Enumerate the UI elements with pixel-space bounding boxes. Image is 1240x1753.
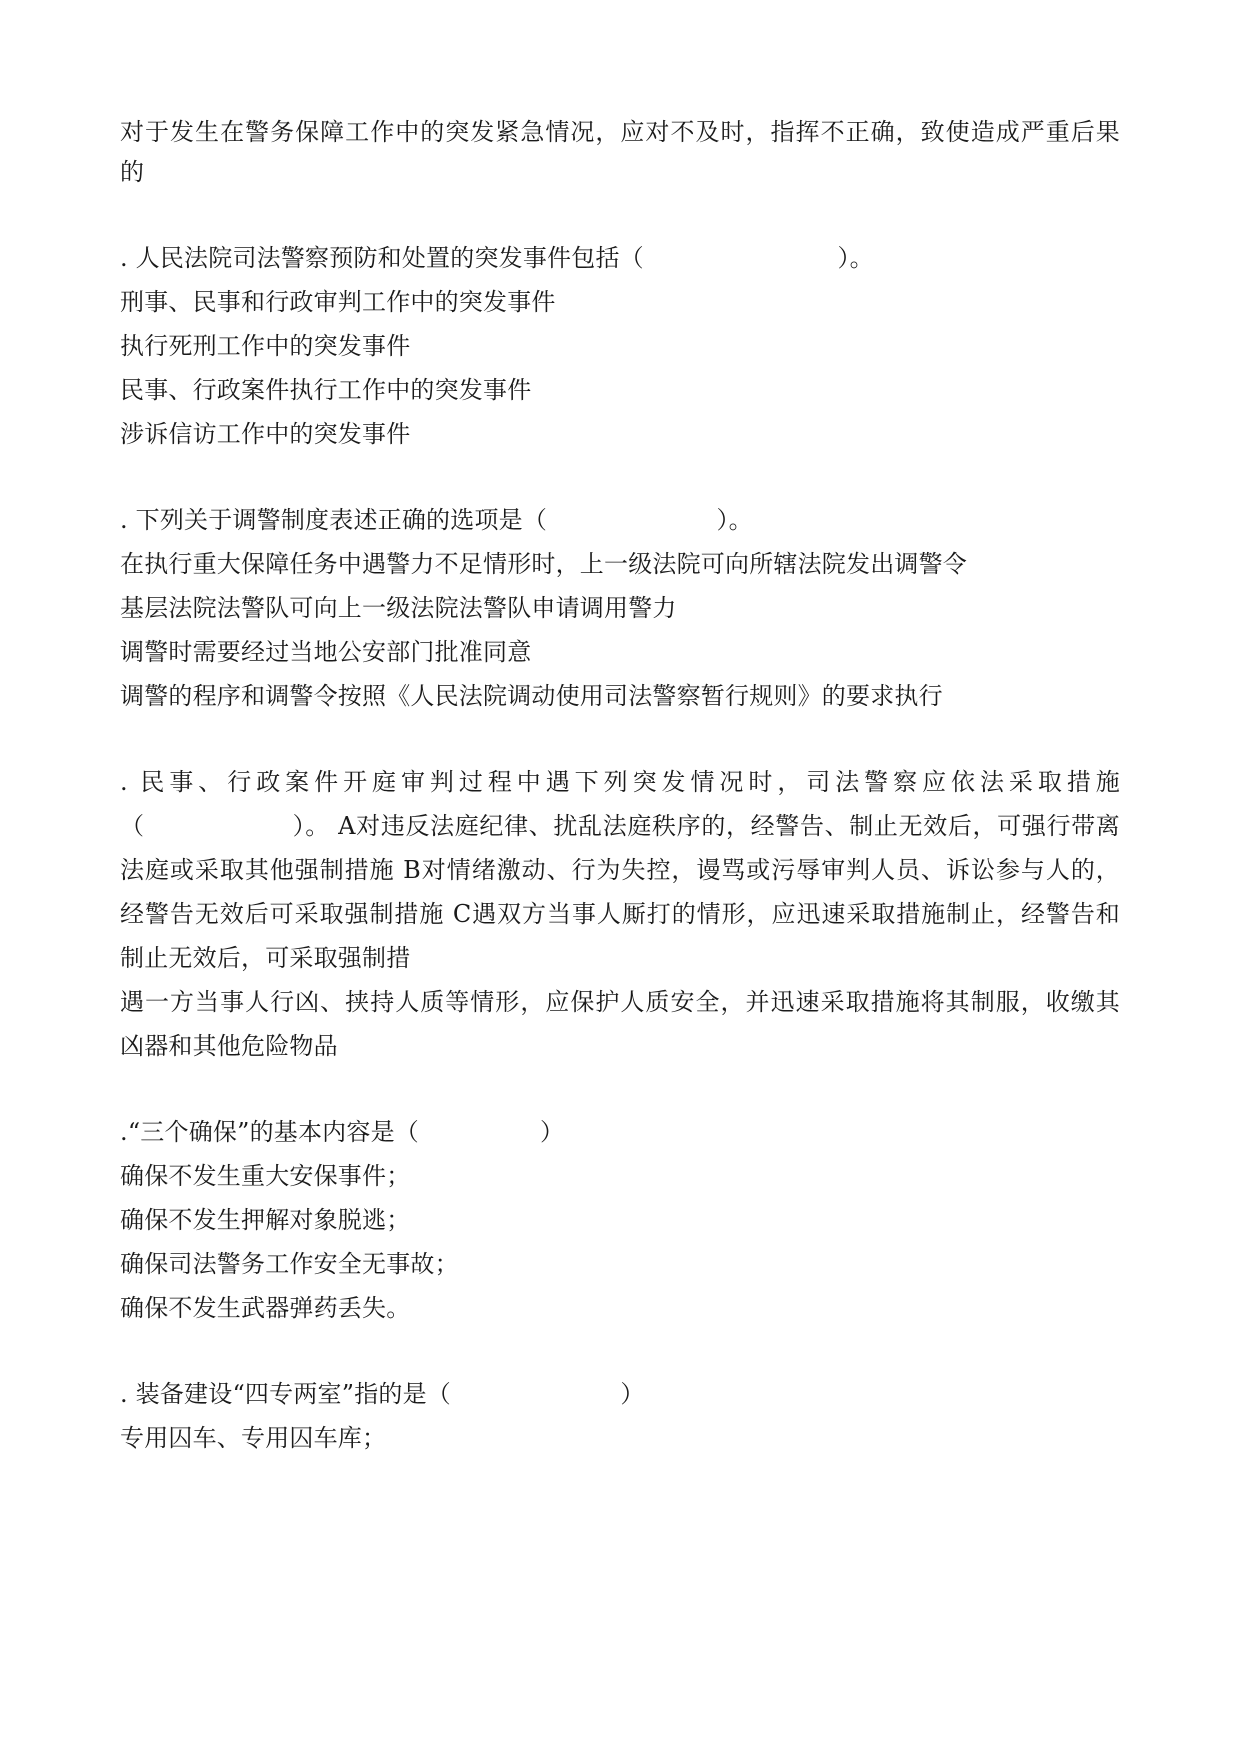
question-body-line: （ ）。 A对违反法庭纪律、扰乱法庭秩序的，经警告、制止无效后，可强行带离 bbox=[120, 812, 1120, 840]
paragraph-line-1: 对于发生在警务保障工作中的突发紧急情况，应对不及时，指挥不正确，致使造成严重后果 bbox=[120, 118, 1120, 146]
option-line: 调警的程序和调警令按照《人民法院调动使用司法警察暂行规则》的要求执行 bbox=[120, 682, 943, 710]
paragraph-line-2: 的 bbox=[120, 158, 145, 186]
option-line: 调警时需要经过当地公安部门批准同意 bbox=[120, 638, 532, 666]
option-line: 执行死刑工作中的突发事件 bbox=[120, 332, 411, 360]
option-line: 涉诉信访工作中的突发事件 bbox=[120, 420, 411, 448]
option-line: 确保不发生重大安保事件； bbox=[120, 1162, 411, 1190]
option-line: 确保司法警务工作安全无事故； bbox=[120, 1250, 459, 1278]
question-body-line: 制止无效后，可采取强制措 bbox=[120, 944, 411, 972]
option-line: 基层法院法警队可向上一级法院法警队申请调用警力 bbox=[120, 594, 677, 622]
option-line: 在执行重大保障任务中遇警力不足情形时，上一级法院可向所辖法院发出调警令 bbox=[120, 550, 967, 578]
option-line: 凶器和其他危险物品 bbox=[120, 1032, 338, 1060]
option-line: 确保不发生武器弹药丢失。 bbox=[120, 1294, 411, 1322]
question-heading-5: . 装备建设“四专两室”指的是（ ） bbox=[120, 1380, 645, 1408]
option-line: 民事、行政案件执行工作中的突发事件 bbox=[120, 376, 532, 404]
question-heading-1: . 人民法院司法警察预防和处置的突发事件包括（ ）。 bbox=[120, 244, 874, 272]
option-line: 遇一方当事人行凶、挟持人质等情形，应保护人质安全，并迅速采取措施将其制服，收缴其 bbox=[120, 988, 1120, 1016]
option-line: 确保不发生押解对象脱逃； bbox=[120, 1206, 411, 1234]
question-heading-3: . 民事、行政案件开庭审判过程中遇下列突发情况时，司法警察应依法采取措施 bbox=[120, 768, 1120, 796]
question-body-line: 法庭或采取其他强制措施 B对情绪激动、行为失控，谩骂或污辱审判人员、诉讼参与人的， bbox=[120, 856, 1120, 884]
option-line: 专用囚车、专用囚车库； bbox=[120, 1424, 387, 1452]
option-line: 刑事、民事和行政审判工作中的突发事件 bbox=[120, 288, 556, 316]
question-body-line: 经警告无效后可采取强制措施 C遇双方当事人厮打的情形，应迅速采取措施制止，经警告和 bbox=[120, 900, 1120, 928]
question-heading-2: . 下列关于调警制度表述正确的选项是（ ）。 bbox=[120, 506, 753, 534]
question-heading-4: .“三个确保”的基本内容是（ ） bbox=[120, 1118, 565, 1146]
